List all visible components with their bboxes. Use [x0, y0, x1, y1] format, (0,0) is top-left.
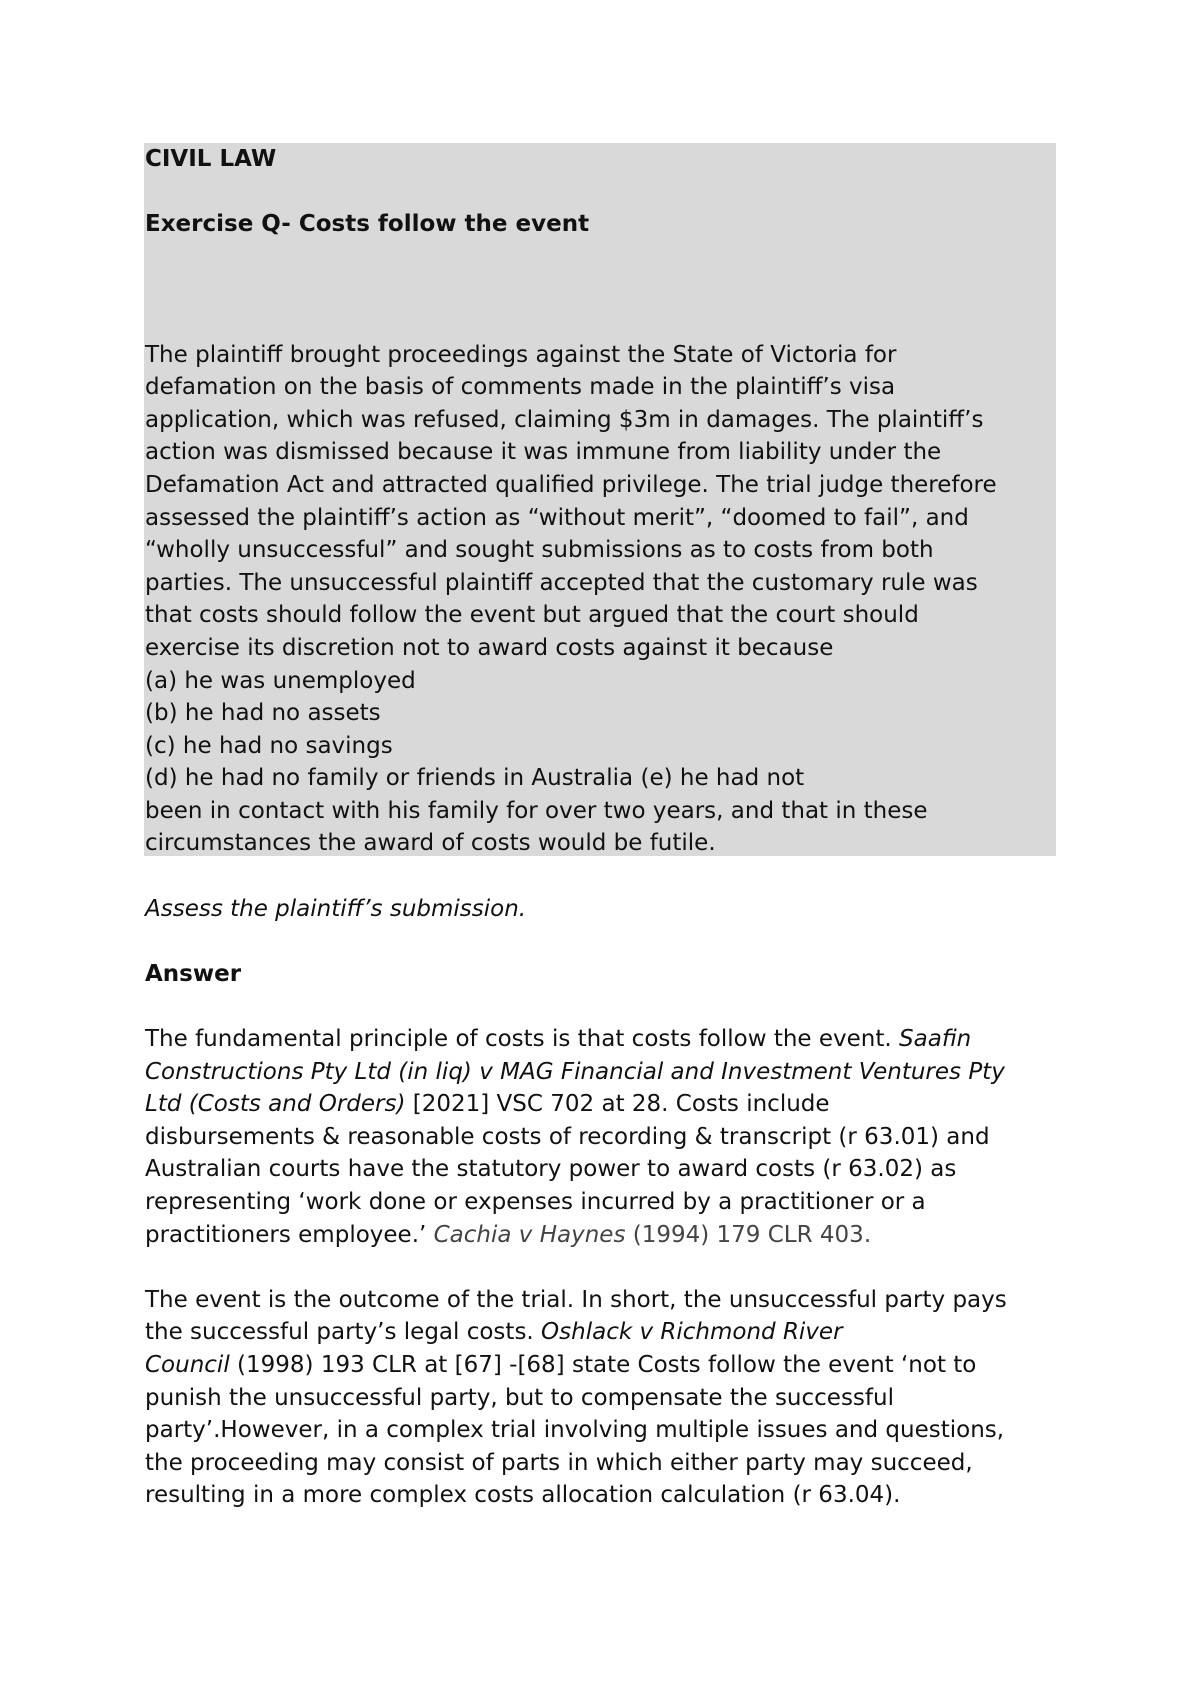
question-list-item: (a) he was unemployed [145, 667, 416, 694]
paragraph-line [145, 1316, 1060, 1349]
question-list-item: (d) he had no family or friends in Australia (e) he had not [145, 765, 805, 792]
answer-paragraph-1 [145, 1023, 1060, 1251]
case-citation: Saafin [899, 1026, 972, 1053]
spacer [145, 306, 1060, 339]
question-line: exercise its discretion not to award costs against it because [145, 634, 834, 661]
paragraph-text: [2021] VSC 702 at 28. Costs include [405, 1091, 830, 1118]
question-line: Defamation Act and attracted qualified privilege. The trial judge therefore [145, 471, 997, 498]
answer-paragraph-2 [145, 1284, 1060, 1512]
paragraph-line: the proceeding may consist of parts in which either party may succeed, [145, 1449, 973, 1476]
paragraph-line: representing ‘work done or expenses incurred by a practitioner or a [145, 1189, 926, 1215]
paragraph-text: (1998) 193 CLR at [67] -[68] state Costs follow the event ‘not to [229, 1351, 977, 1378]
paragraph-text: practitioners employee.’ [145, 1221, 434, 1248]
spacer [145, 925, 1060, 958]
paragraph-line: resulting in a more complex costs allocation calculation (r 63.04). [145, 1482, 901, 1509]
case-citation: Ltd (Costs and Orders) [145, 1091, 406, 1118]
case-citation: Oshlack v Richmond River [541, 1319, 843, 1346]
paragraph-line [145, 1088, 1060, 1121]
question-list-item: (b) he had no assets [145, 700, 381, 727]
case-citation: Cachia v Haynes [433, 1221, 626, 1248]
spacer [145, 273, 1060, 306]
paragraph-text: The fundamental principle of costs is that costs follow the event. [145, 1026, 900, 1053]
case-citation: Constructions Pty Ltd (in liq) v MAG Financial and Investment Ventures Pty [145, 1058, 1005, 1085]
citation-reference: (1994) 179 CLR 403. [625, 1221, 872, 1248]
document-title: CIVIL LAW [145, 146, 277, 172]
question-line: assessed the plaintiff’s action as “without merit”, “doomed to fail”, and [145, 504, 969, 531]
spacer [145, 860, 1060, 893]
paragraph-line [145, 1349, 1060, 1382]
question-line: parties. The unsuccessful plaintiff accepted that the customary rule was [145, 569, 978, 596]
question-list-item: (c) he had no savings [145, 732, 393, 759]
paragraph-line [145, 1219, 1060, 1252]
question-line: been in contact with his family for over two years, and that in these [145, 797, 928, 824]
paragraph-line [145, 1023, 1060, 1056]
question-line: “wholly unsuccessful” and sought submissions as to costs from both [145, 537, 934, 564]
question-text [145, 339, 1060, 861]
question-line: that costs should follow the event but argued that the court should [145, 602, 919, 629]
exercise-heading: Exercise Q- Costs follow the event [145, 211, 590, 238]
spacer [145, 241, 1060, 274]
paragraph-text: the successful party’s legal costs. [145, 1319, 542, 1346]
spacer [145, 1251, 1060, 1284]
case-citation: Council [145, 1351, 230, 1378]
paragraph-line: punish the unsuccessful party, but to compensate the successful [145, 1384, 894, 1411]
spacer [145, 990, 1060, 1023]
question-line: The plaintiff brought proceedings against the State of Victoria for [145, 341, 897, 368]
question-line: application, which was refused, claiming $3m in damages. The plaintiff’s [145, 406, 984, 433]
paragraph-line: Australian courts have the statutory power to award costs (r 63.02) as [145, 1156, 957, 1183]
spacer [145, 176, 1060, 209]
answer-heading: Answer [145, 960, 242, 987]
paragraph-line: The event is the outcome of the trial. In short, the unsuccessful party pays [145, 1286, 1007, 1313]
paragraph-line: disbursements & reasonable costs of recording & transcript (r 63.01) and [145, 1123, 990, 1150]
question-line: action was dismissed because it was immune from liability under the [145, 439, 942, 466]
assessment-prompt: Assess the plaintiff’s submission. [145, 895, 527, 922]
question-line: defamation on the basis of comments made in the plaintiff’s visa [145, 374, 896, 401]
document-content [145, 143, 1060, 1512]
question-line: circumstances the award of costs would be futile. [145, 830, 716, 857]
paragraph-line: party’.However, in a complex trial involving multiple issues and questions, [145, 1417, 1005, 1444]
